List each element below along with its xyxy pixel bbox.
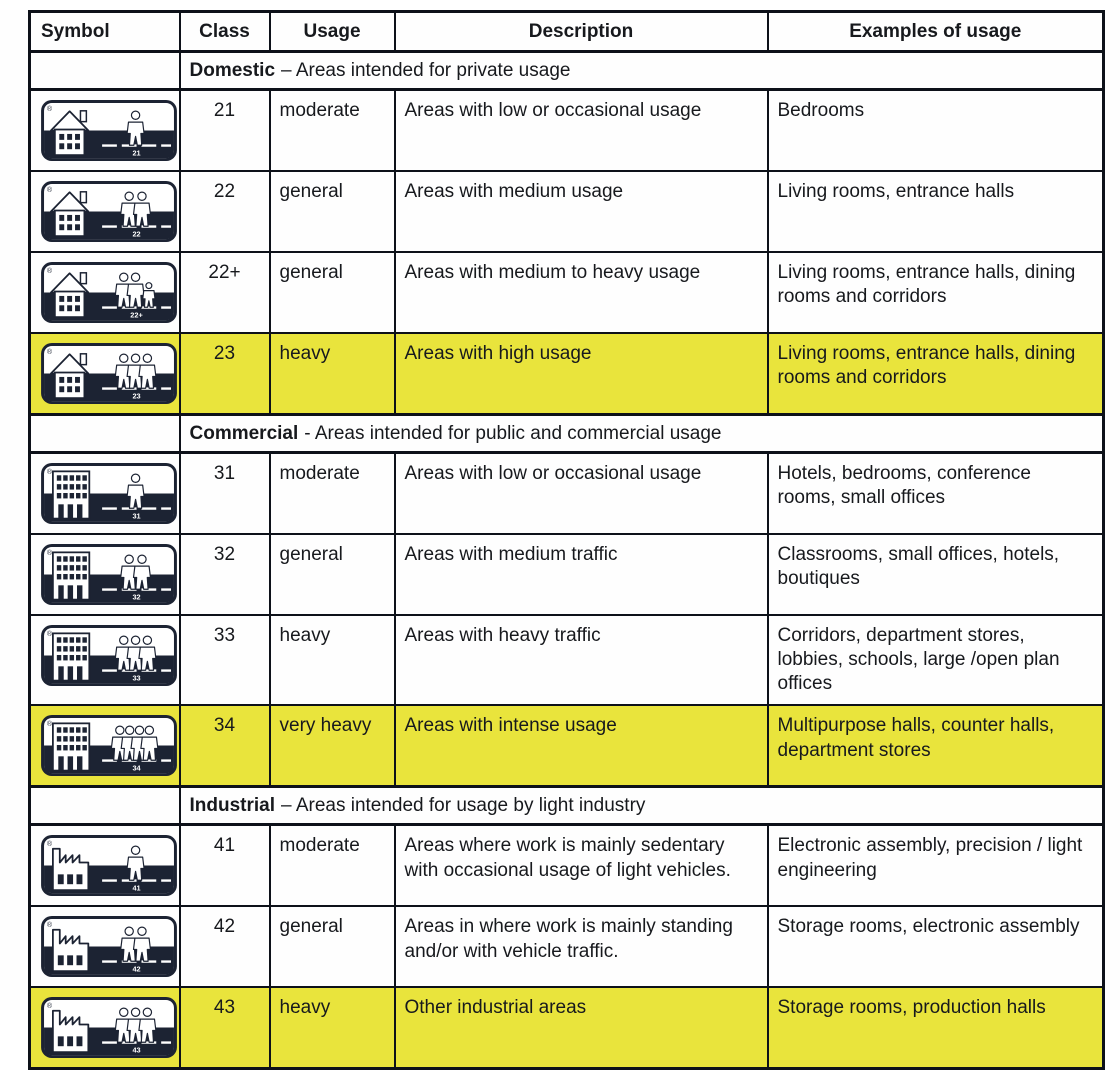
- section-symbol-spacer: [30, 415, 180, 453]
- registered-mark: ®: [46, 549, 53, 557]
- description-cell: Areas with high usage: [395, 333, 768, 415]
- class-cell: 33: [180, 615, 270, 705]
- symbol-cell: [30, 453, 180, 535]
- symbol-cell: [30, 705, 180, 787]
- class-34-pictogram-icon: [40, 714, 178, 777]
- class-row-22: [30, 171, 1104, 252]
- class-23-pictogram-icon: [40, 342, 178, 405]
- class-number-label: 41: [132, 883, 141, 893]
- examples-cell: Classrooms, small offices, hotels, boutiques: [768, 534, 1104, 615]
- examples-cell: Living rooms, entrance halls, dining rooms and corridors: [768, 333, 1104, 415]
- class-row-33: [30, 615, 1104, 705]
- description-cell: Areas with low or occasional usage: [395, 453, 768, 535]
- symbol-cell: [30, 333, 180, 415]
- section-symbol-spacer: [30, 787, 180, 825]
- symbol-cell: [30, 90, 180, 172]
- class-row-43: [30, 987, 1104, 1069]
- class-cell: 31: [180, 453, 270, 535]
- usage-cell: moderate: [270, 453, 395, 535]
- section-header-domestic: [30, 52, 1104, 90]
- examples-cell: Bedrooms: [768, 90, 1104, 172]
- class-cell: 23: [180, 333, 270, 415]
- description-cell: Areas with medium to heavy usage: [395, 252, 768, 333]
- section-header-commercial: [30, 415, 1104, 453]
- registered-mark: ®: [46, 105, 53, 113]
- class-row-23: [30, 333, 1104, 415]
- description-cell: Areas in where work is mainly standing and/or with vehicle traffic.: [395, 906, 768, 987]
- class-number-label: 21: [132, 148, 141, 158]
- section-title: Industrial: [189, 794, 276, 816]
- section-title-cell: [180, 787, 1104, 825]
- table-header-row: [30, 12, 1104, 52]
- registered-mark: ®: [46, 1003, 53, 1011]
- section-title: Commercial: [189, 422, 299, 444]
- class-32-pictogram-icon: [40, 543, 178, 606]
- class-number-label: 22: [132, 229, 141, 239]
- col-header-symbol: Symbol: [30, 12, 180, 52]
- building-icon: [53, 552, 89, 599]
- description-cell: Areas with heavy traffic: [395, 615, 768, 705]
- symbol-cell: [30, 987, 180, 1069]
- class-cell: 42: [180, 906, 270, 987]
- class-number-label: 22+: [130, 310, 143, 320]
- class-43-pictogram-icon: [40, 996, 178, 1059]
- usage-cell: general: [270, 906, 395, 987]
- section-subtitle: - Areas intended for public and commercial usage: [304, 422, 722, 444]
- class-42-pictogram-icon: [40, 915, 178, 978]
- examples-cell: Multipurpose halls, counter halls, department stores: [768, 705, 1104, 787]
- examples-cell: Living rooms, entrance halls, dining rooms and corridors: [768, 252, 1104, 333]
- class-cell: 21: [180, 90, 270, 172]
- section-title: Domestic: [189, 59, 276, 81]
- description-cell: Areas where work is mainly sedentary with occasional usage of light vehicles.: [395, 825, 768, 907]
- class-number-label: 31: [132, 511, 141, 521]
- col-header-usage: Usage: [270, 12, 395, 52]
- registered-mark: ®: [46, 841, 53, 849]
- class-cell: 22: [180, 171, 270, 252]
- building-icon: [53, 471, 89, 518]
- class-row-22+: [30, 252, 1104, 333]
- document-page: [0, 10, 1120, 1055]
- usage-cell: general: [270, 171, 395, 252]
- class-cell: 32: [180, 534, 270, 615]
- examples-cell: Storage rooms, production halls: [768, 987, 1104, 1069]
- description-cell: Areas with medium usage: [395, 171, 768, 252]
- class-row-42: [30, 906, 1104, 987]
- col-header-class: Class: [180, 12, 270, 52]
- usage-cell: general: [270, 252, 395, 333]
- symbol-cell: [30, 825, 180, 907]
- usage-cell: heavy: [270, 333, 395, 415]
- examples-cell: Living rooms, entrance halls: [768, 171, 1104, 252]
- class-21-pictogram-icon: [40, 99, 178, 162]
- class-number-label: 34: [132, 763, 141, 773]
- section-subtitle: – Areas intended for usage by light industry: [281, 794, 646, 816]
- class-cell: 41: [180, 825, 270, 907]
- description-cell: Areas with medium traffic: [395, 534, 768, 615]
- usage-cell: moderate: [270, 825, 395, 907]
- class-number-label: 33: [132, 673, 141, 683]
- usage-cell: moderate: [270, 90, 395, 172]
- symbol-cell: [30, 906, 180, 987]
- class-number-label: 23: [132, 391, 141, 401]
- class-row-34: [30, 705, 1104, 787]
- class-cell: 22+: [180, 252, 270, 333]
- building-icon: [53, 724, 89, 771]
- examples-cell: Hotels, bedrooms, conference rooms, small offices: [768, 453, 1104, 535]
- class-33-pictogram-icon: [40, 624, 178, 687]
- symbol-cell: [30, 171, 180, 252]
- registered-mark: ®: [46, 267, 53, 275]
- class-22-pictogram-icon: [40, 180, 178, 243]
- registered-mark: ®: [46, 468, 53, 476]
- class-row-41: [30, 825, 1104, 907]
- class-cell: 43: [180, 987, 270, 1069]
- symbol-cell: [30, 534, 180, 615]
- examples-cell: Electronic assembly, precision / light engineering: [768, 825, 1104, 907]
- registered-mark: ®: [46, 721, 53, 729]
- class-number-label: 43: [132, 1045, 141, 1055]
- class-row-32: [30, 534, 1104, 615]
- class-41-pictogram-icon: [40, 834, 178, 897]
- col-header-examples: Examples of usage: [768, 12, 1104, 52]
- section-title-cell: [180, 415, 1104, 453]
- class-cell: 34: [180, 705, 270, 787]
- registered-mark: ®: [46, 630, 53, 638]
- symbol-cell: [30, 615, 180, 705]
- symbol-cell: [30, 252, 180, 333]
- class-number-label: 32: [132, 592, 141, 602]
- usage-cell: heavy: [270, 615, 395, 705]
- floor-usage-class-table: [28, 10, 1105, 1070]
- class-row-21: [30, 90, 1104, 172]
- examples-cell: Storage rooms, electronic assembly: [768, 906, 1104, 987]
- usage-cell: heavy: [270, 987, 395, 1069]
- section-title-cell: [180, 52, 1104, 90]
- registered-mark: ®: [46, 186, 53, 194]
- class-number-label: 42: [132, 964, 141, 974]
- examples-cell: Corridors, department stores, lobbies, schools, large /open plan offices: [768, 615, 1104, 705]
- registered-mark: ®: [46, 922, 53, 930]
- class-22+-pictogram-icon: [40, 261, 178, 324]
- usage-cell: very heavy: [270, 705, 395, 787]
- section-symbol-spacer: [30, 52, 180, 90]
- section-subtitle: – Areas intended for private usage: [281, 59, 571, 81]
- description-cell: Other industrial areas: [395, 987, 768, 1069]
- usage-cell: general: [270, 534, 395, 615]
- class-31-pictogram-icon: [40, 462, 178, 525]
- col-header-description: Description: [395, 12, 768, 52]
- registered-mark: ®: [46, 348, 53, 356]
- building-icon: [53, 633, 89, 680]
- section-header-industrial: [30, 787, 1104, 825]
- description-cell: Areas with low or occasional usage: [395, 90, 768, 172]
- description-cell: Areas with intense usage: [395, 705, 768, 787]
- class-row-31: [30, 453, 1104, 535]
